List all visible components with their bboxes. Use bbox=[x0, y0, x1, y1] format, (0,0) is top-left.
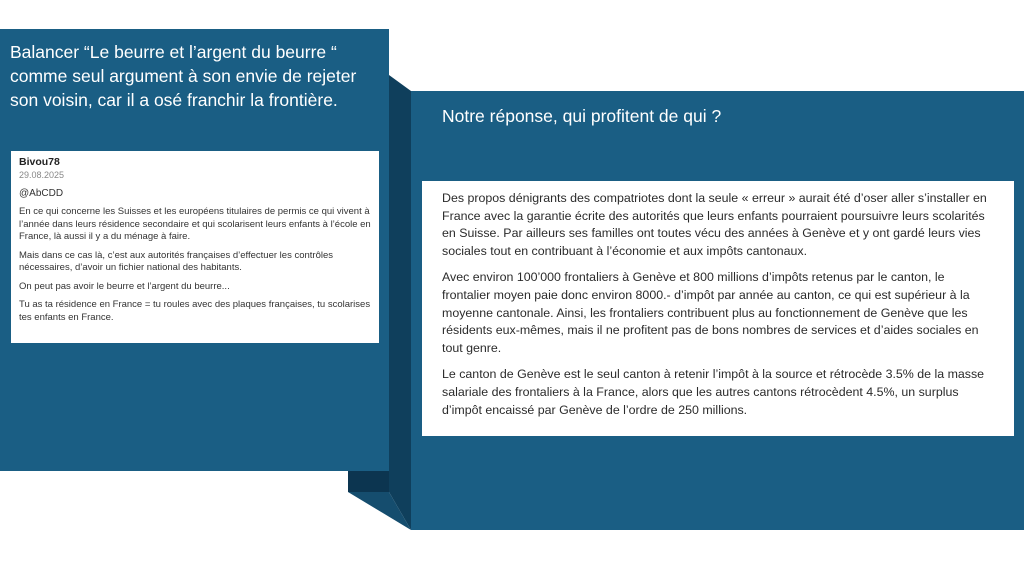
comment-date: 29.08.2025 bbox=[19, 170, 65, 180]
answer-paragraph: Avec environ 100’000 frontaliers à Genève et 800 millions d’impôts retenus par le canton, le frontalier moyen paie donc environ 8000.- d’impôt par année au canton, ce qui est supérieur à la moyenne cantonale. Ainsi, les frontaliers contribuent plus au fonctionnement de Genève que les résidents eux-mêmes, mais il ne profitent pas de bons nombres de services et d’aides sociales en tout genre. bbox=[442, 270, 979, 355]
comment-paragraph: On peut pas avoir le beurre et l’argent du beurre... bbox=[19, 280, 230, 292]
comment-author: Bivou78 bbox=[19, 156, 60, 168]
right-heading: Notre réponse, qui profitent de qui ? bbox=[442, 106, 722, 126]
answer-paragraph: Des propos dénigrants des compatriotes dont la seule « erreur » aurait été d’oser aller s’installer en France avec la garantie écrite des autorités que leurs enfants pourraient poursuivre leurs scolarités en Suisse. Par ailleurs ses familles ont toutes vécu des années à Genève et y ont gardé leurs vies sociales tout en contribuant à l’économie et aux impôts cantonaux. bbox=[442, 191, 987, 258]
left-heading: Balancer “Le beurre et l’argent du beurre “ comme seul argument à son envie de rejeter son voisin, car il a osé franchir la frontière. bbox=[10, 42, 357, 110]
comment-paragraph: En ce qui concerne les Suisses et les européens titulaires de permis ce qui vivent à l’année dans leurs résidence secondaire et qui scolarisent leurs enfants à l’école en France, là aussi il y a du ménage à faire. bbox=[19, 206, 371, 242]
comment-mention: @AbCDD bbox=[19, 188, 64, 199]
answer-paragraph: Le canton de Genève est le seul canton à retenir l’impôt à la source et rétrocède 3.5% de la masse salariale des frontaliers à la France, alors que les autres cantons rétrocèdent 4.5%, un surplus d’impôt encaissé par Genève de l’ordre de 250 millions. bbox=[442, 367, 985, 417]
comment-paragraph: Tu as ta résidence en France = tu roules avec des plaques françaises, tu scolarises tes enfants en France. bbox=[19, 299, 371, 323]
answer-card bbox=[422, 181, 1014, 436]
quoted-comment-card bbox=[11, 151, 379, 343]
comment-paragraph: Mais dans ce cas là, c’est aux autorités françaises d’effectuer les contrôles nécessaires, d’avoir un fichier national des habitants. bbox=[19, 249, 334, 273]
